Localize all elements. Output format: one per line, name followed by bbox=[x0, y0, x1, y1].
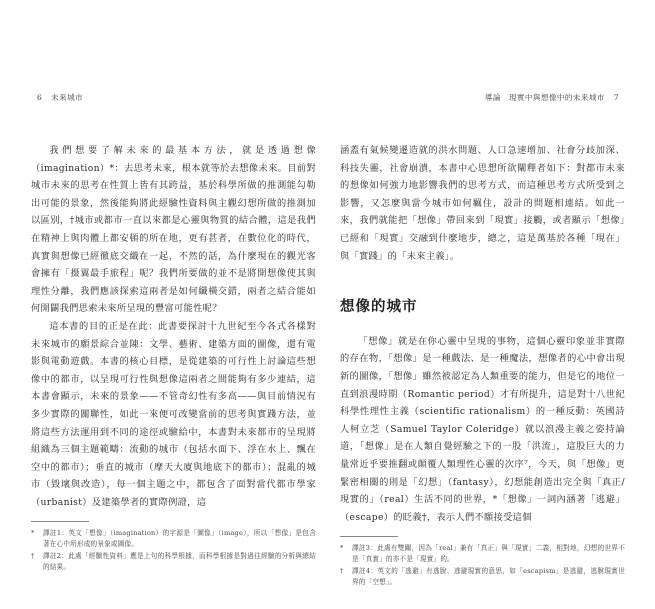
left-footnote-rule bbox=[31, 521, 89, 522]
footnote-text: 譯註1：英文「想像」（imagination）的字源是「圖像」（image），所以「想像」是包含著在心中所形成的景象或圖像。 bbox=[43, 529, 316, 549]
right-continued-paragraph: 涵蓋有氣候變遷造就的洪水問題、人口急速增加、社會分歧加深、科技失靈，社會崩潰，本書中心思想所欲闡釋者如下：對都市未來的想像如何強力地影響我們的思考方式，而這種思考方式所受到之影響，又怎麼與當今城市如何羈住，設計的問題相連結。如此一來，我們就能把「想像」帶回來到「現實」接觸，或者顯示「想像」已經和「現實」交融到什麼地步，總之，這是萬基於各種「現在」與「實踐」的「未來主義」。 bbox=[340, 145, 625, 262]
left-paragraph-1: 我們想要了解未來的最基本方法，就是透過想像（imagination）*：去思考未來，根本就等於去想像未來。目前對城市未來的思考在性質上皆有其跨益，基於科學所做的推測能勾勒出可能的景象，然後能夠將此經驗性資料與主觀幻想所做的推測加以區別，†城市或都市一直以來都是心靈與物質的結合體，這是我們在精神上與肉體上都安頓的所在地，更有甚者，在數位化的時代，真實與想像已經徹底交織在一起，不然的話，為什麼現在的觀光客會擁有「摄翼最手旅程」呢？我們所要做的並不是將開想像使其與理性分離，我們應該探索這兩者是如何纖橫交錯，兩者之結合能如何開闢我們思索未來所呈現的豐富可能性呢？ bbox=[31, 145, 316, 315]
right-footnote-1 bbox=[340, 543, 625, 565]
footnote-mark: † bbox=[31, 552, 35, 561]
footnote-text: 譯註2：此處「經驗性資料」應是上句的科學根據，而科學根據是對過往經驗的分析與總結的結果。 bbox=[43, 552, 316, 572]
footnote-text: 譯註4：英文的「逃避」有逃脫、逃避現實的意思，如「escapism」是逃避，逃脫現實世界的「空想」。 bbox=[352, 567, 625, 587]
footnote-mark: * bbox=[31, 529, 35, 538]
left-page bbox=[31, 62, 316, 572]
right-running-title: 導論 現實中與想像中的未來城市 bbox=[484, 93, 605, 102]
right-body bbox=[340, 142, 625, 589]
right-paragraph-1: 「想像」就是在你心靈中呈現的事物，這個心靈印象並非實際的存在物，「想像」是一種戲法、是一種魔法，想像者的心中會出現新的圖像，「想像」雖然被認定為人類重要的能力，但是它的地位一直到浪漫時期（Romantic period）才有所提升，這是對十八世紀科學性理性主義（scientific rationalism）的一種反動：英國詩人柯立芝（Samuel Taylor Coleridge）就以浪漫主義之姿持論道，「想像」是在人類自覺經驗之下的一股「洪流」，這股巨大的力量常近乎要推翻或顛覆人類理性心靈的次序⁷，今天，與「想像」更緊密相關的則是「幻想」（fantasy），幻想能創造出完全與「真正/現實的」（real）生活不同的世界，*「想像」一詞內涵著「逃避」（escape）的眨義†，表示人們不願接受這個 bbox=[340, 335, 625, 523]
right-footnote-2 bbox=[340, 566, 625, 588]
left-running-title: 未來城市 bbox=[51, 93, 84, 102]
left-paragraph-2: 這本書的目的正是在此：此書要探討十九世紀至今各式各樣對未來城市的願景綜合並陳：文學、藝術、建築方面的圖像，還有電影與電動遊戲。本書的核心目標，是從建築的可行性上討論這些想像中的都市，以呈現可行性與想像這兩者之間能夠有多少連結，這本書會顯示，未來的景象——不管奇幻性有多高——與目前情況有多少實際的關聯性，如此一來便可改變當前的思考與實踐方法，並將這些方法運用到不同的途徑或驗給中，本書對未來都市的呈現將組織為三個主題範疇：流動的城市（包括水面下、浮在水上、飄在空中的都市）；垂直的城市（摩天大廈與地底下的都市）；混亂的城市（毀壞與改造），每一個主題之中，都包含了面對當代都市學家（urbanist）及建築學者的實際例證，這 bbox=[31, 320, 316, 508]
right-running-head bbox=[340, 92, 625, 106]
left-body bbox=[31, 142, 316, 574]
left-page-number: 6 bbox=[37, 93, 43, 102]
section-title: 想像的城市 bbox=[340, 299, 418, 316]
right-footnotes bbox=[340, 543, 625, 588]
footnote-text: 譯註3：此處有雙關，因為「real」兼有「真正」與「現實」二義，相對地，幻想的世界不是「真實」的亦不是「現實」的。 bbox=[352, 544, 625, 564]
right-page-number: 7 bbox=[613, 93, 619, 102]
book-spread bbox=[10, 62, 645, 587]
right-page bbox=[340, 62, 625, 587]
footnote-mark: * bbox=[340, 544, 344, 553]
footnote-mark: † bbox=[340, 567, 344, 576]
left-footnote-1 bbox=[31, 528, 316, 550]
left-running-head bbox=[31, 92, 316, 106]
right-footnote-rule bbox=[340, 536, 398, 537]
left-footnote-2 bbox=[31, 551, 316, 573]
left-footnotes bbox=[31, 528, 316, 573]
